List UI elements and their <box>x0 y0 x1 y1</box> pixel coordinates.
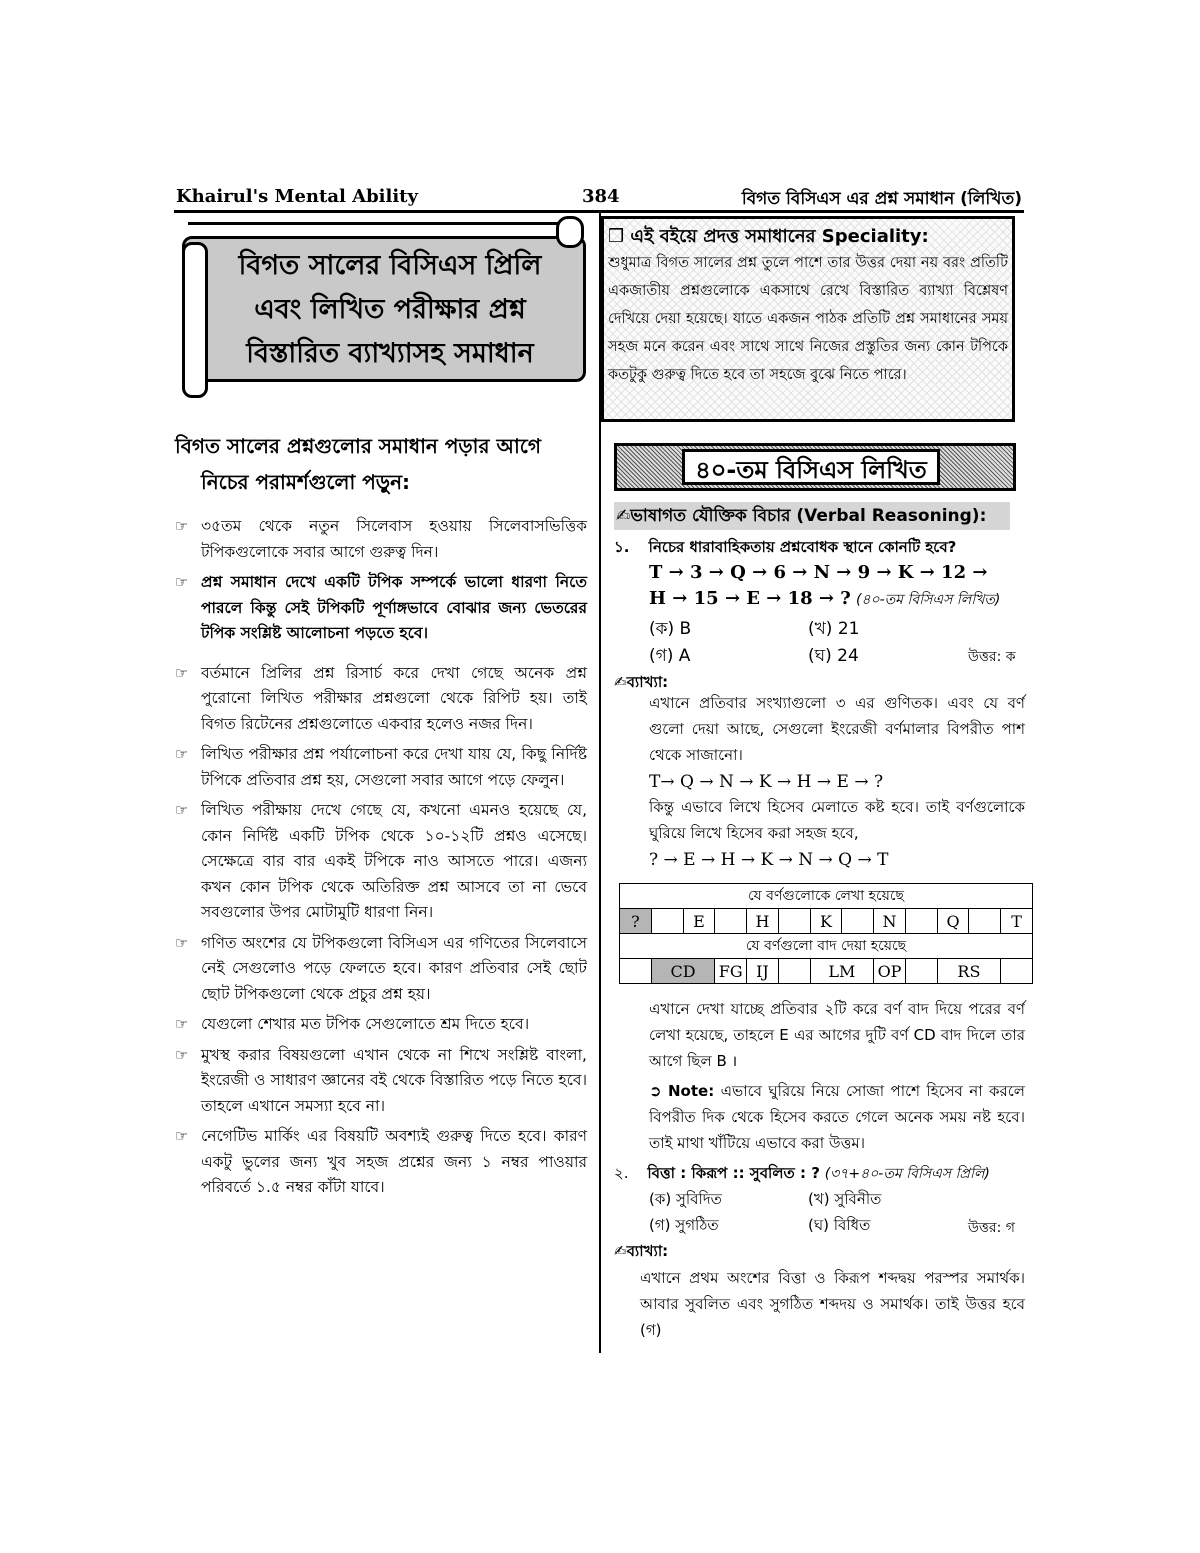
table-cell <box>715 909 747 934</box>
list-item: ☞ গণিত অংশের যে টপিকগুলো বিসিএস এর গণিতের সিলেবাসে নেই সেগুলোও পড়ে ফেলতে হবে। কারণ প্রতিবার সেই ছোট ছোট টপিকগুলো থেকে প্রচুর প্রশ্ন হয়। <box>175 931 587 1008</box>
table-row <box>620 909 1033 934</box>
header-chapter-title: বিগত বিসিএস এর প্রশ্ন সমাধান (লিখিত) <box>741 189 1022 209</box>
pointing-hand-icon: ☞ <box>175 663 189 682</box>
table-cell: IJ <box>747 959 779 984</box>
question-source: (৩৭+৪০-তম বিসিএস প্রিলি) <box>824 1166 990 1182</box>
explanation-label: ✍ব্যাখ্যা: <box>614 1242 669 1260</box>
list-item: ☞ লিখিত পরীক্ষার প্রশ্ন পর্যালোচনা করে দেখা যায় যে, কিছু নির্দিষ্ট টপিকে প্রতিবার প্রশ্ন হয়, সেগুলো সবার আগে পড়ে ফেলুন। <box>175 742 587 793</box>
table-cell <box>842 909 874 934</box>
table-cell: LM <box>810 959 874 984</box>
option-gha: (ঘ) 24 <box>808 646 859 666</box>
option-kha: (খ) সুবিনীত <box>808 1190 882 1208</box>
question-text: নিচের ধারাবাহিকতায় প্রশ্নবোধক স্থানে কোনটি হবে? <box>648 538 957 556</box>
table-cell <box>1001 959 1033 984</box>
list-item: ☞ ৩৫তম থেকে নতুন সিলেবাস হওয়ায় সিলেবাসভিত্তিক টপিকগুলোকে সবার আগে গুরুত্ব দিন। <box>175 514 587 565</box>
table-cell <box>969 909 1001 934</box>
list-item: ☞ মুখস্থ করার বিষয়গুলো এখান থেকে না শিখে সংশ্লিষ্ট বাংলা, ইংরেজী ও সাধারণ জ্ঞানের বই থেকে বিস্তারিত পড়ে নিতে হবে। তাহলে এখানে সমস্যা হবে না। <box>175 1043 587 1120</box>
question-2 <box>614 1162 990 1187</box>
pointing-hand-icon: ☞ <box>175 1045 189 1064</box>
table-header-omitted: যে বর্ণগুলো বাদ দেয়া হয়েছে <box>620 934 1033 959</box>
checkbox-icon: ❒ <box>608 226 631 247</box>
question-number: ১. <box>614 538 630 556</box>
table-cell <box>905 959 937 984</box>
question-source: (৪০-তম বিসিএস লিখিত) <box>855 592 1001 608</box>
table-cell: H <box>747 909 779 934</box>
list-item: ☞ বর্তমানে প্রিলির প্রশ্ন রিসার্চ করে দেখা গেছে অনেক প্রশ্ন পুরোনো লিখিত পরীক্ষার প্রশ্নগুলো থেকে রিপিট হয়। তাই বিগত রিটেনের প্রশ্নগুলোতে একবার হলেও নজর দিন। <box>175 661 587 738</box>
speciality-box <box>601 216 1015 422</box>
banner-line: বিস্তারিত ব্যাখ্যাসহ সমাধান <box>246 338 534 369</box>
table-cell: ? <box>620 909 652 934</box>
exam-title: ৪০-তম বিসিএস লিখিত <box>682 449 940 485</box>
table-cell: T <box>1001 909 1033 934</box>
section-title: ✍ভাষাগত যৌক্তিক বিচার (Verbal Reasoning): <box>614 502 1010 530</box>
option-ga: (গ) সুগঠিত <box>649 1216 719 1234</box>
answer: উত্তর: গ <box>968 1220 1015 1236</box>
tips-list <box>175 514 587 1206</box>
explanation-label: ✍ব্যাখ্যা: <box>614 673 669 691</box>
explanation-paragraph: এখানে প্রতিবার সংখ্যাগুলো ৩ এর গুণিতক। এবং যে বর্ণ গুলো দেয়া আছে, সেগুলো ইংরেজী বর্ণমালার বিপরীত পাশ থেকে সাজানো। <box>649 694 1025 764</box>
table-cell: K <box>810 909 842 934</box>
table-cell <box>651 909 683 934</box>
table-cell <box>620 959 652 984</box>
advice-heading-line1: বিগত সালের প্রশ্নগুলোর সমাধান পড়ার আগে <box>175 434 541 458</box>
table-cell: Q <box>937 909 969 934</box>
question-number: ২. <box>614 1164 629 1182</box>
pointing-hand-icon: ☞ <box>175 1015 189 1033</box>
option-ga: (গ) A <box>649 646 691 666</box>
question-1 <box>614 536 956 561</box>
list-item: ☞ প্রশ্ন সমাধান দেখে একটি টপিক সম্পর্কে ভালো ধারণা নিতে পারলে কিন্তু সেই টপিকটি পূর্ণাঙ্গভাবে বোঝার জন্য ভেতরের টপিক সংশ্লিষ্ট আলোচনা পড়তে হবে। <box>175 570 587 647</box>
sequence-line-2: H → 15 → E → 18 → ? (৪০-তম বিসিএস লিখিত) <box>649 588 1001 609</box>
pen-icon: ✍ <box>614 673 627 691</box>
pointing-hand-icon: ☞ <box>175 745 189 763</box>
table-cell <box>778 959 810 984</box>
formula-line: T→ Q → N → K → H → E → ? <box>649 772 884 792</box>
pointing-hand-icon: ☞ <box>175 517 189 535</box>
page-number: 384 <box>582 186 620 207</box>
speciality-title: ❒ এই বইয়ে প্রদত্ত সমাধানের Speciality: <box>608 226 929 247</box>
answer: উত্তর: ক <box>968 649 1016 665</box>
table-header-written: যে বর্ণগুলোকে লেখা হয়েছে <box>620 884 1033 909</box>
sequence-line-1: T → 3 → Q → 6 → N → 9 → K → 12 → <box>649 562 988 583</box>
advice-heading <box>175 428 587 500</box>
table-cell: FG <box>715 959 747 984</box>
option-kha: (খ) 21 <box>808 619 860 639</box>
table-cell <box>778 909 810 934</box>
table-cell: RS <box>937 959 1001 984</box>
question-text: বিত্তা : কিরূপ :: সুবলিত : ? <box>647 1164 820 1182</box>
list-item: ☞ যেগুলো শেখার মত টপিক সেগুলোতে শ্রম দিতে হবে। <box>175 1012 587 1038</box>
pointing-hand-icon: ☞ <box>175 1127 189 1145</box>
banner-line: বিগত সালের বিসিএস প্রিলি <box>238 250 542 281</box>
table-cell: CD <box>651 959 715 984</box>
table-cell: N <box>874 909 906 934</box>
explanation-paragraph: এখানে প্রথম অংশের বিত্তা ও কিরূপ শব্দদ্বয় পরস্পর সমার্থক। আবার সুবলিত এবং সুগঠিত শব্দদয় ও সমার্থক। তাই উত্তর হবে (গ) <box>640 1269 1025 1339</box>
list-item: ☞ লিখিত পরীক্ষায় দেখে গেছে যে, কখনো এমনও হয়েছে যে, কোন নির্দিষ্ট একটি টপিক থেকে ১০-১২টি প্রশ্নও এসেছে। সেক্ষেত্রে বার বার একই টপিকে নাও আসতে পারে। এজন্য কখন কোন টপিক থেকে অতিরিক্ত প্রশ্ন আসবে তা না ভেবে সবগুলোর উপর মোটামুটি ধারণা নিন। <box>175 798 587 926</box>
header-book-title: Khairul's Mental Ability <box>176 186 418 207</box>
option-ka: (ক) B <box>649 619 692 639</box>
note-paragraph: ➲ Note: এভাবে ঘুরিয়ে নিয়ে সোজা পাশে হিসেব না করলে বিপরীত দিক থেকে হিসেব করতে গেলে অনেক সময় নষ্ট হবে। তাই মাথা খাঁটিয়ে এভাবে করা উত্তম। <box>649 1082 1025 1152</box>
table-cell: OP <box>874 959 906 984</box>
scroll-curl-left <box>182 242 208 398</box>
pen-icon: ✍ <box>614 1242 627 1260</box>
option-ka: (ক) সুবিদিত <box>649 1190 722 1208</box>
speciality-body: শুধুমাত্র বিগত সালের প্রশ্ন তুলে পাশে তার উত্তর দেয়া নয় বরং প্রতিটি একজাতীয় প্রশ্নগুলোকে একসাথে রেখে বিস্তারিত ব্যাখ্যা বিশ্লেষণ দেখিয়ে দেয়া হয়েছে। যাতে একজন পাঠক প্রতিটি প্রশ্ন সমাধানের সময় সহজ মনে করেন এবং সাথে সাথে নিজের প্রস্তুতির জন্য কোন টপিকে কতটুকু গুরুত্ব দিতে হবে তা সহজে বুঝে নিতে পারে। <box>608 255 1008 383</box>
scroll-banner-text <box>210 244 570 376</box>
advice-heading-line2: নিচের পরামর্শগুলো পড়ুন: <box>201 470 410 494</box>
explanation-paragraph: এখানে দেখা যাচ্ছে প্রতিবার ২টি করে বর্ণ বাদ দিয়ে পরের বর্ণ লেখা হয়েছে, তাহলে E এর আগের দুটি বর্ণ CD বাদ দিলে তার আগে ছিল B । <box>649 1000 1025 1070</box>
formula-line: ? → E → H → K → N → Q → T <box>649 850 889 870</box>
pointing-hand-icon: ☞ <box>175 573 189 591</box>
list-item: ☞ নেগেটিভ মার্কিং এর বিষয়টি অবশ্যই গুরুত্ব দিতে হবে। কারণ একটু ভুলের জন্য খুব সহজ প্রশ্নের জন্য ১ নম্বর পাওয়ার পরিবর্তে ১.৫ নম্বর কাঁটা যাবে। <box>175 1124 587 1201</box>
pointing-hand-icon: ☞ <box>175 933 189 952</box>
banner-line: এবং লিখিত পরীক্ষার প্রশ্ন <box>254 294 526 325</box>
explanation-paragraph: কিন্তু এভাবে লিখে হিসেব মেলাতে কষ্ট হবে। তাই বর্ণগুলোকে ঘুরিয়ে লিখে হিসেব করা সহজ হবে, <box>649 798 1025 842</box>
pen-icon: ✍ <box>616 506 631 526</box>
arrow-icon: ➲ <box>649 1082 668 1100</box>
table-cell <box>905 909 937 934</box>
pointing-hand-icon: ☞ <box>175 801 189 819</box>
table-row <box>620 959 1033 984</box>
table-cell: E <box>683 909 715 934</box>
letter-table <box>619 883 1033 984</box>
option-gha: (ঘ) বিধিত <box>808 1216 871 1234</box>
